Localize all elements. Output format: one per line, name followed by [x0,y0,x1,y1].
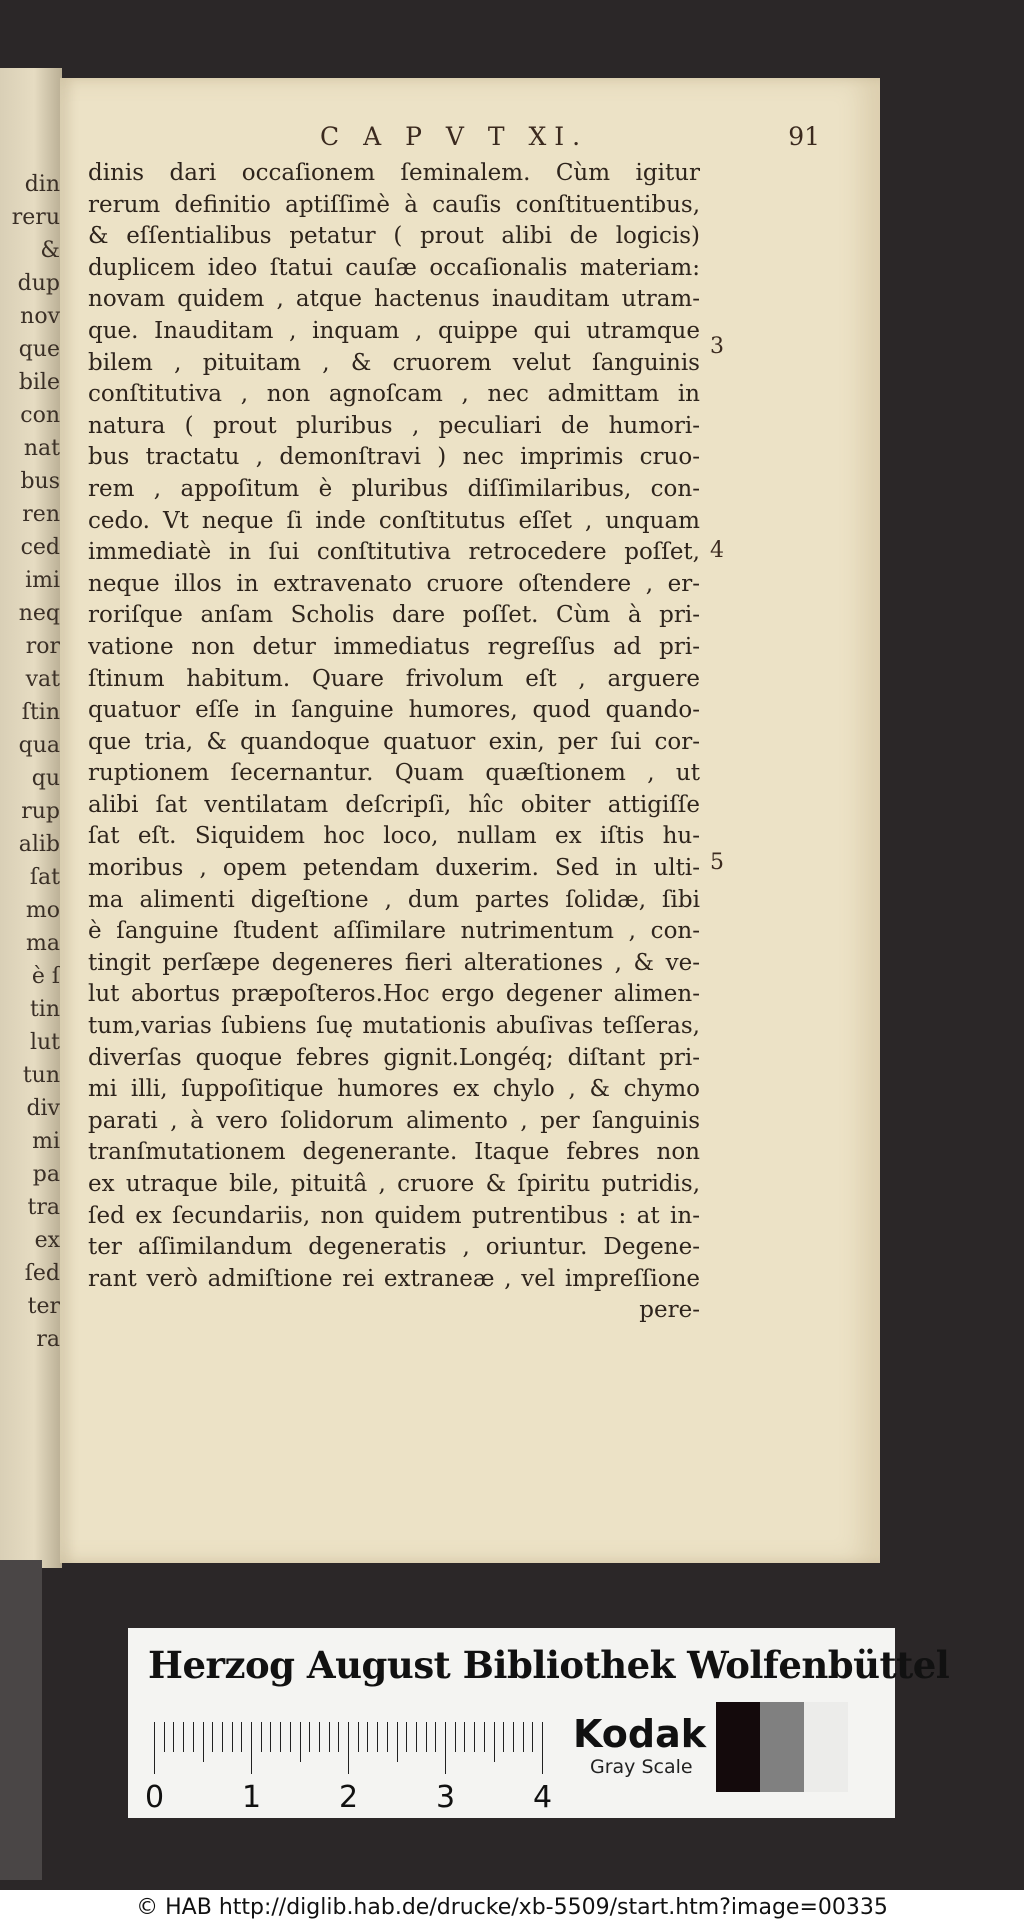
left-page-fragment: tin [29,997,60,1022]
text-line: tranſmutationem degenerante. Itaque febres non [88,1139,700,1166]
left-page-fragment: ter [27,1294,60,1319]
left-page-fragment: con [20,403,60,428]
ruler-tick [406,1722,407,1752]
page-number: 91 [788,122,820,151]
text-line: rem , appoſitum è pluribus diſſimilaribus, con- [88,475,700,502]
left-page-fragment: pa [32,1162,60,1187]
left-page-fragment: neq [18,601,60,626]
ruler-tick [397,1722,398,1762]
ruler-tick [455,1722,456,1752]
ruler-tick [222,1722,223,1752]
chapter-heading: C A P V T XI. [320,122,589,151]
left-page-fragment: nat [23,436,60,461]
left-page-fragment: tra [27,1195,60,1220]
text-line: immediatè in ſui conſtitutiva retrocedere poſſet, [88,539,700,566]
ruler-tick [193,1722,194,1752]
ruler-tick [377,1722,378,1752]
text-line: neque illos in extravenato cruore oſtendere , er- [88,570,700,597]
text-line: ſed ex ſecundariis, non quidem putrentibus : at in- [88,1202,700,1229]
ruler-tick [484,1722,485,1752]
margin-number: 3 [710,334,724,359]
text-line: ma alimenti digeſtione , dum partes ſolidæ, ſibi [88,886,700,913]
left-page-fragment: vat [25,667,60,692]
ruler-tick [300,1722,301,1762]
text-line: quatuor eſſe in ſanguine humores, quod quando- [88,697,700,724]
measurement-ruler [145,1722,568,1815]
ruler-label: 3 [436,1780,456,1815]
text-line: dinis dari occaſionem ſeminalem. Cùm igitur [88,160,700,186]
text-line: parati , à vero ſolidorum alimento , per ſanguinis [88,1107,700,1134]
ruler-tick [435,1722,436,1752]
text-line: tingit perſæpe degeneres fieri alterationes , & ve- [88,949,700,976]
left-page-fragment: ſed [24,1261,60,1286]
text-line: ter aſſimilandum degeneratis , oriuntur. Degene- [88,1234,700,1261]
text-line: è ſanguine ſtudent aſſimilare nutrimentum , con- [88,918,700,945]
ruler-tick [532,1722,533,1752]
ruler-tick [358,1722,359,1752]
left-page-fragment: ror [25,634,60,659]
text-line: mi illi, ſuppoſitique humores ex chylo , & chymo [88,1076,700,1103]
text-line: alibi ſat ventilatam deſcripſi, hîc obiter attigiſſe [88,791,700,818]
left-page-fragment: lut [29,1030,60,1055]
left-page-fragment: mo [25,898,60,923]
left-page-fragment: ſtin [21,700,60,725]
ruler-tick [203,1722,204,1762]
left-page-fragment: bile [18,370,60,395]
text-line: ruptionem ſecernantur. Quam quæſtionem , ut [88,760,700,787]
ruler-tick [232,1722,233,1752]
ruler-tick [426,1722,427,1752]
left-page-text-fragments [0,168,62,1356]
ruler-tick [348,1722,349,1774]
ruler-tick [338,1722,339,1752]
text-line: vatione non detur immediatus regreſſus ad pri- [88,633,700,660]
margin-number: 5 [710,850,724,875]
text-line: diverſas quoque febres gignit.Longéq; diſtant pri- [88,1044,700,1071]
margin-number: 4 [710,538,724,563]
gray-patch-mid [760,1702,804,1792]
left-page-fragment: mi [32,1129,60,1154]
ruler-tick [464,1722,465,1752]
ruler-tick [329,1722,330,1752]
ruler-tick [154,1722,155,1774]
kodak-logo: Kodak [573,1712,706,1756]
ruler-tick [513,1722,514,1752]
ruler-tick [542,1722,543,1774]
left-page-fragment: ra [36,1327,60,1352]
text-line: ſtinum habitum. Quare frivolum eſt , arguere [88,665,700,692]
text-line: ex utraque bile, pituitâ , cruore & ſpiritu putridis, [88,1171,700,1197]
ruler-tick [445,1722,446,1774]
ruler-tick [280,1722,281,1752]
left-page-fragment: din [24,172,60,197]
gray-patch-black [716,1702,760,1792]
catchword: pere- [639,1297,700,1324]
text-line: bilem , pituitam , & cruorem velut ſanguinis [88,349,700,376]
ruler-tick [173,1722,174,1752]
left-page-fragment: dup [17,271,60,296]
ruler-tick [241,1722,242,1752]
left-facing-page [0,68,62,1568]
text-line: que. Inauditam , inquam , quippe qui utramque [88,317,700,344]
left-page-fragment: tun [22,1063,60,1088]
running-head [260,122,820,158]
ruler-tick [523,1722,524,1752]
ruler-tick [319,1722,320,1752]
text-line: novam quidem , atque hactenus inauditam utram- [88,286,700,313]
ruler-tick [212,1722,213,1752]
left-page-fragment: è ſ [31,964,60,989]
ruler-label: 1 [242,1780,262,1815]
ruler-tick [387,1722,388,1752]
text-line: cedo. Vt neque ſi inde conſtitutus eſſet , unquam [88,507,700,534]
left-page-fragment: imi [25,568,60,593]
text-line: bus tractatu , demonſtravi ) nec imprimis cruo- [88,444,700,471]
ruler-label: 2 [339,1780,359,1815]
ruler-tick [309,1722,310,1752]
left-page-fragment: ced [20,535,60,560]
ruler-tick [474,1722,475,1752]
ruler-label: 4 [533,1780,553,1815]
ruler-tick [416,1722,417,1752]
left-page-fragment: que [18,337,60,362]
library-name: Herzog August Bibliothek Wolfenbüttel [148,1643,950,1687]
text-line: rant verò admiſtione rei extraneæ , vel impreſſione [88,1265,700,1292]
ruler-tick [270,1722,271,1752]
text-line: que tria, & quandoque quatuor exin, per ſui cor- [88,728,700,755]
left-page-fragment: ex [34,1228,60,1253]
left-page-fragment: bus [20,469,60,494]
gray-patch-white [804,1702,848,1792]
left-page-fragment: qu [31,766,60,791]
text-line: roriſque anſam Scholis dare poſſet. Cùm à pri- [88,602,700,629]
left-page-fragment: qua [18,733,60,758]
left-page-fragment: div [26,1096,60,1121]
text-line: duplicem ideo ſtatui cauſæ occaſionalis materiam: [88,254,700,281]
text-line: moribus , opem petendam duxerim. Sed in ulti- [88,855,700,882]
left-dark-strip [0,1560,42,1880]
copyright-footer: © HAB http://diglib.hab.de/drucke/xb-5509/start.htm?image=00335 [0,1890,1024,1926]
left-page-fragment: ren [22,502,60,527]
left-page-fragment: ma [26,931,60,956]
text-line: & eſſentialibus petatur ( prout alibi de logicis) [88,223,700,250]
text-line: tum,varias ſubiens ſuę mutationis abuſivas teſſeras, [88,1013,700,1040]
left-page-fragment: & [40,238,60,263]
ruler-tick [367,1722,368,1752]
text-line: conſtitutiva , non agnoſcam , nec admittam in [88,381,700,408]
text-line: ſat eſt. Siquidem hoc loco, nullam ex iſtis hu- [88,823,700,850]
left-page-fragment: rup [21,799,60,824]
text-line: natura ( prout pluribus , peculiari de humori- [88,412,700,439]
book-page [60,78,880,1563]
left-page-fragment: ſat [29,865,60,890]
color-calibration-card [128,1628,950,1818]
page-body-text [88,158,700,1327]
left-page-fragment: nov [20,304,60,329]
text-line: rerum definitio aptiſſimè à cauſis conſtituentibus, [88,191,700,218]
ruler-tick [494,1722,495,1762]
text-line: lut abortus præpoſteros.Hoc ergo degener alimen- [88,981,700,1008]
ruler-tick [183,1722,184,1752]
ruler-tick [261,1722,262,1752]
gray-scale-label: Gray Scale [590,1756,693,1778]
ruler-tick [164,1722,165,1752]
ruler-label: 0 [145,1780,165,1815]
left-page-fragment: alib [18,832,60,857]
ruler-tick [503,1722,504,1752]
left-page-fragment: reru [11,205,60,230]
ruler-tick [290,1722,291,1752]
ruler-tick [251,1722,252,1774]
